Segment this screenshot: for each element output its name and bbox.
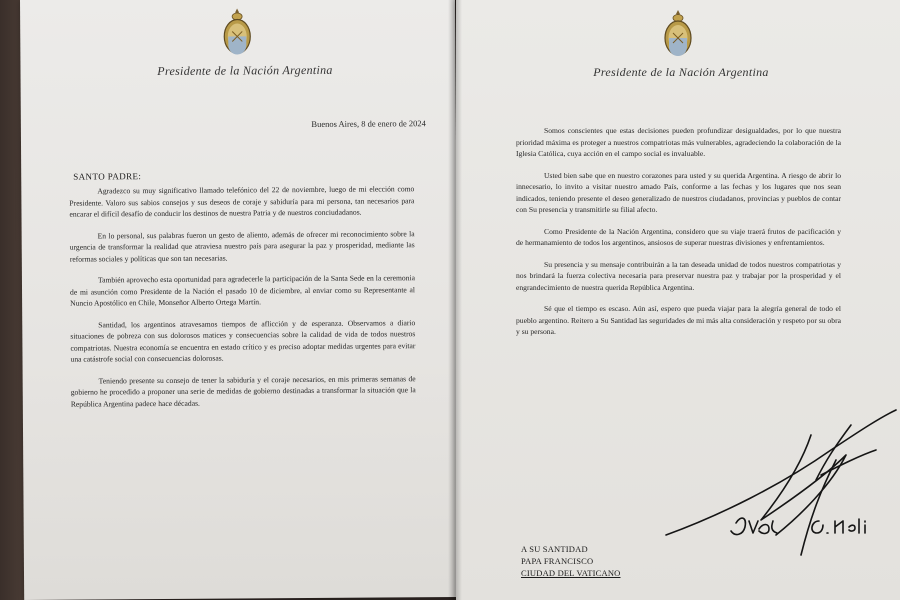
paragraph: Sé que el tiempo es escaso. Aún así, espero que pueda viajar para la alegría general de todo el pueblo argentino. Reitero a Su Santidad las seguridades de mi más alta consideración y respeto por su obra y su persona. <box>516 304 841 336</box>
letterhead: Presidente de la Nación Argentina <box>593 65 769 79</box>
letter-page-2 <box>456 0 900 600</box>
letter-date: Buenos Aires, 8 de enero de 2024 <box>311 118 426 129</box>
paragraph: Santidad, los argentinos atravesamos tiempos de aflicción y de esperanza. Observamos a diario situaciones de pobreza con sus dolorosos matices y consecuencias sobre la calidad de vida de todos nuestros compatriotas. Nuestra economía se encuentra en estado crítico y es preciso adoptar medidas urgentes para evitar una catástrofe social con consecuencias dolorosas. <box>70 317 416 364</box>
salutation: SANTO PADRE: <box>73 171 142 182</box>
paragraph: También aprovecho esta oportunidad para agradecerle la participación de la Santa Sede en la ceremonia de mi asunción como Presidente de la Nación el pasado 10 de diciembre, al enviar como su Representante al Nuncio Apostólico en Chile, Monseñor Alberto Ortega Martín. <box>70 273 416 308</box>
recipient-address <box>521 543 621 579</box>
handwritten-signature <box>661 405 900 565</box>
argentine-seal-icon <box>220 6 254 56</box>
paragraph: Como Presidente de la Nación Argentina, considero que su viaje traerá frutos de pacificación y de hermanamiento de todos los argentinos, ansiosos de superar nuestras divisiones y enfrentamientos. <box>516 226 841 247</box>
paragraph: Agradezco su muy significativo llamado telefónico del 22 de noviembre, luego de mi elección como Presidente. Valoro sus sabios consejos y sus deseos de coraje y sabiduría para mi persona, tan necesarios para encarar el difícil desafío de conducir los destinos de nuestra Patria y de nuestros conciudadanos. <box>69 184 415 219</box>
address-line: CIUDAD DEL VATICANO <box>521 568 621 578</box>
paragraph: Teniendo presente su consejo de tener la sabiduría y el coraje necesarios, en mis primeras semanas de gobierno he procedido a proponer una serie de medidas de gobierno destinadas a transformar la situación que la República Argentina padece hace décadas. <box>70 373 416 409</box>
letter-body-page-1 <box>69 183 416 419</box>
argentine-seal-icon <box>661 8 695 58</box>
letterhead: Presidente de la Nación Argentina <box>157 62 333 79</box>
letter-body-page-2 <box>516 125 841 348</box>
paragraph: Usted bien sabe que en nuestro corazones para usted y su querida Argentina. A riesgo de abrir lo innecesario, lo invito a visitar nuestro amado País, conforme a las fechas y los lugares que nos sean indicados, teniendo presente el deseo generalizado de nuestros ciudadanos, provincias y pueblos de contar con Su presencia y transmitirle su filial afecto. <box>516 170 841 214</box>
address-line: PAPA FRANCISCO <box>521 556 594 566</box>
paragraph: Su presencia y su mensaje contribuirán a la tan deseada unidad de todos nuestros compatriotas y nos brindará la fuerza colectiva necesaria para preservar nuestra paz y trabajar por la prosperidad y el engrandecimiento de nuestra querida República Argentina. <box>516 259 841 292</box>
paragraph: En lo personal, sus palabras fueron un gesto de aliento, además de ofrecer mi reconocimiento sobre la urgencia de transformar la realidad que atraviesa nuestro país para asegurar la paz y prosperidad, mediante las reformas sociales y políticas que son tan necesarias. <box>69 228 415 264</box>
paragraph: Somos conscientes que estas decisiones pueden profundizar desigualdades, por lo que nuestra prioridad máxima es proteger a nuestros compatriotas más vulnerables, agradeciendo la colaboración de la Iglesia Católica, cuya acción en el campo social es invaluable. <box>516 126 841 158</box>
letter-page-1 <box>20 0 459 600</box>
address-line: A SU SANTIDAD <box>521 544 588 554</box>
